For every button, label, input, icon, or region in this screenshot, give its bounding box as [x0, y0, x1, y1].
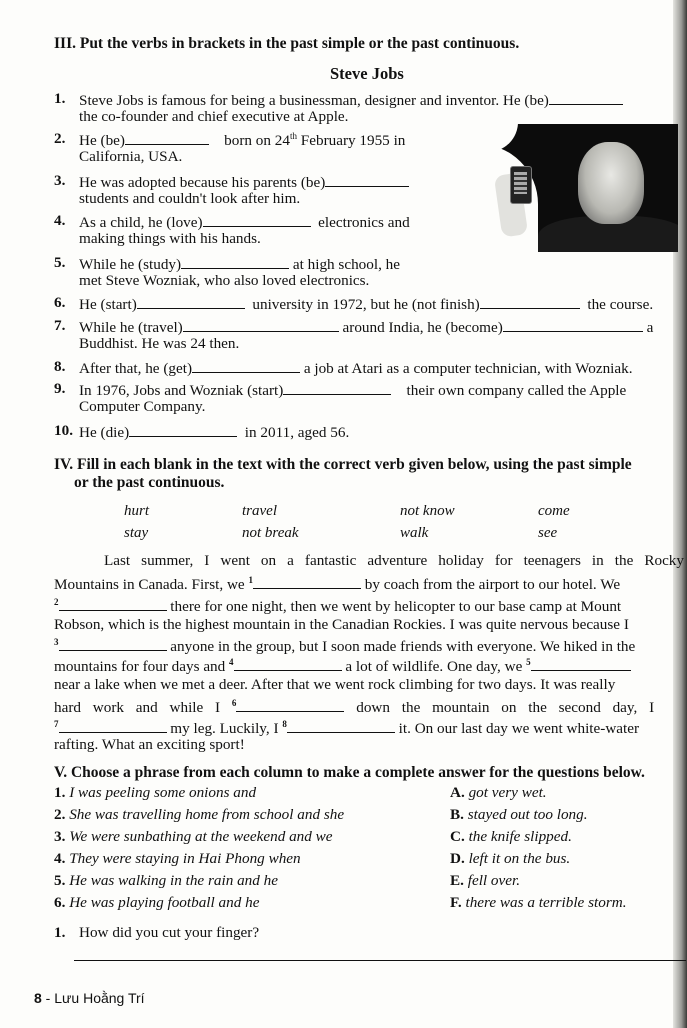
passage-text-part: it. On our last day we went white-water — [394, 720, 640, 737]
passage-text-part: by coach from the airport to our hotel. We — [360, 576, 621, 593]
page-footer — [34, 990, 145, 1006]
item-text-part: While he (study) — [79, 256, 182, 273]
item-text-part: in 2011, aged 56. — [244, 424, 350, 441]
item-letter: C. — [450, 828, 465, 845]
item-number: 3. — [54, 828, 66, 845]
photo-figure-head — [578, 142, 644, 224]
word-bank-item: see — [538, 525, 558, 541]
item-number: 1. — [54, 784, 66, 801]
answer-blank[interactable] — [192, 358, 300, 373]
word-bank-item: not break — [242, 525, 299, 541]
answer-blank[interactable] — [125, 130, 209, 145]
item-number: 2. — [54, 806, 66, 823]
word-bank-item: hurt — [124, 503, 150, 519]
superscript: th — [289, 131, 297, 141]
passage-text-part: anyone in the group, but I soon made friends with everyone. We hiked in the — [166, 638, 636, 655]
passage-text-part: down the mountain on the second day, I — [344, 699, 655, 716]
column-a-item — [54, 850, 301, 868]
answer-blank[interactable] — [137, 294, 245, 309]
answer-blank-6[interactable] — [236, 697, 344, 712]
word-bank-item: not know — [400, 503, 455, 519]
question-text: How did you cut your finger? — [79, 924, 260, 941]
blank-number: 1 — [248, 575, 253, 585]
item-number: 5. — [54, 254, 66, 271]
answer-blank[interactable] — [181, 254, 289, 269]
item-letter: E. — [450, 872, 464, 889]
item-number: 9. — [54, 380, 66, 397]
item-text — [79, 380, 626, 400]
blank-number: 3 — [54, 637, 59, 647]
answer-blank-7[interactable] — [59, 718, 167, 733]
passage-text-part: Last summer, I went on a fantastic adventure holiday for teenagers in the Rocky — [104, 552, 684, 569]
item-text-part: university in 1972, but he (not finish) — [252, 296, 480, 313]
passage-line — [54, 552, 684, 570]
item-number: 1. — [54, 90, 66, 107]
item-text — [79, 294, 653, 314]
item-text-part: their own company called the Apple — [406, 382, 627, 399]
passage-line — [54, 616, 684, 634]
answer-blank-3[interactable] — [59, 636, 167, 651]
passage-text-part: Robson, which is the highest mountain in the Canadian Rockies. I was quite nervous because I — [54, 616, 629, 633]
photo-background-shape — [458, 124, 518, 152]
phrase-text: there was a terrible storm. — [465, 894, 627, 911]
passage-line — [54, 676, 684, 694]
blank-number: 8 — [282, 719, 287, 729]
item-number: 4. — [54, 850, 66, 867]
item-text-part: He (die) — [79, 424, 130, 441]
blank-number: 6 — [231, 698, 237, 708]
column-a-item — [54, 806, 344, 824]
answer-blank[interactable] — [325, 172, 409, 187]
item-text — [79, 254, 400, 274]
item-text-line: Buddhist. He was 24 then. — [79, 335, 240, 352]
passage-text-part: a lot of wildlife. One day, we — [341, 658, 527, 675]
item-text-part: a job at Atari as a computer technician, with Wozniak. — [303, 360, 633, 377]
column-b-item — [450, 894, 627, 912]
passage-title: Steve Jobs — [330, 64, 404, 83]
item-text-part: As a child, he (love) — [79, 214, 203, 231]
column-b-item — [450, 806, 588, 824]
passage-text-part: near a lake when we met a deer. After that we went rock climbing for two days. It was really — [54, 676, 616, 693]
column-b-item — [450, 828, 572, 846]
question-number: 1. — [54, 924, 66, 941]
passage-text-part: there for one night, then we went by helicopter to our base camp at Mount — [166, 598, 622, 615]
item-text-part: born on 24 — [224, 132, 290, 149]
item-number: 5. — [54, 872, 66, 889]
item-text-part: electronics and — [318, 214, 410, 231]
item-text-line: Computer Company. — [79, 398, 206, 415]
answer-blank-8[interactable] — [287, 718, 395, 733]
phrase-text: She was travelling home from school and she — [69, 806, 345, 823]
passage-text-part: hard work and while I — [54, 699, 232, 716]
phrase-text: He was walking in the rain and he — [69, 872, 279, 889]
passage-line — [54, 736, 684, 754]
phrase-text: left it on the bus. — [468, 850, 571, 867]
answer-blank[interactable] — [283, 380, 391, 395]
section-4-heading-line-1: IV. Fill in each blank in the text with the correct verb given below, using the past simple — [54, 456, 632, 473]
answer-blank[interactable] — [549, 90, 623, 105]
item-letter: B. — [450, 806, 464, 823]
column-a-item — [54, 784, 256, 802]
steve-jobs-photo — [458, 124, 678, 252]
answer-blank[interactable] — [503, 317, 643, 332]
answer-blank-4[interactable] — [234, 656, 342, 671]
passage-line — [54, 718, 684, 738]
phrase-text: got very wet. — [468, 784, 547, 801]
item-text — [79, 130, 405, 150]
item-text-part: He was adopted because his parents (be) — [79, 174, 326, 191]
passage-line — [54, 636, 684, 656]
item-letter: F. — [450, 894, 462, 911]
item-text-line: the co-founder and chief executive at Apple. — [79, 108, 349, 125]
section-4-heading-line-2: or the past continuous. — [74, 474, 225, 491]
item-text-part: He (start) — [79, 296, 137, 313]
section-3-heading: III. Put the verbs in brackets in the past simple or the past continuous. — [54, 35, 520, 52]
item-text-line: met Steve Wozniak, who also loved electronics. — [79, 272, 370, 289]
item-text-part: In 1976, Jobs and Wozniak (start) — [79, 382, 284, 399]
item-text-line: students and couldn't look after him. — [79, 190, 301, 207]
item-number: 8. — [54, 358, 66, 375]
item-number: 7. — [54, 317, 66, 334]
item-text-part: at high school, he — [292, 256, 401, 273]
item-text-part: around India, he (become) — [342, 319, 503, 336]
column-a-item — [54, 894, 259, 912]
answer-line-1[interactable] — [74, 960, 686, 961]
item-number: 2. — [54, 130, 66, 147]
phone-icon — [510, 166, 532, 204]
item-text-line: California, USA. — [79, 148, 183, 165]
answer-blank[interactable] — [183, 317, 339, 332]
answer-blank-2[interactable] — [59, 596, 167, 611]
column-b-item — [450, 784, 547, 802]
item-number: 6. — [54, 894, 66, 911]
item-number: 3. — [54, 172, 66, 189]
item-text — [79, 422, 349, 442]
author-name: Lưu Hoằng Trí — [54, 990, 145, 1006]
item-text-part: a — [646, 319, 654, 336]
column-b-item — [450, 872, 520, 890]
phrase-text: the knife slipped. — [468, 828, 572, 845]
item-text-part: After that, he (get) — [79, 360, 193, 377]
word-bank-item: walk — [400, 525, 429, 541]
item-number: 10. — [54, 422, 73, 439]
phrase-text: They were staying in Hai Phong when — [69, 850, 301, 867]
blank-number: 2 — [54, 597, 59, 607]
item-text — [79, 358, 633, 378]
phrase-text: fell over. — [467, 872, 521, 889]
footer-separator: - — [41, 990, 55, 1006]
column-b-item — [450, 850, 570, 868]
page-number: 8 — [34, 990, 42, 1006]
item-letter: A. — [450, 784, 465, 801]
blank-number: 5 — [526, 657, 531, 667]
column-a-item — [54, 828, 333, 846]
passage-line — [54, 596, 684, 616]
blank-number: 7 — [54, 719, 59, 729]
word-bank-item: come — [538, 503, 570, 519]
column-a-item — [54, 872, 278, 890]
phrase-text: He was playing football and he — [69, 894, 260, 911]
passage-line — [54, 697, 684, 717]
item-text — [79, 172, 409, 192]
passage-text-part: my leg. Luckily, I — [166, 720, 283, 737]
item-text-part: the course. — [587, 296, 654, 313]
item-letter: D. — [450, 850, 465, 867]
item-text-part: He (be) — [79, 132, 125, 149]
phrase-text: I was peeling some onions and — [69, 784, 257, 801]
answer-blank-5[interactable] — [531, 656, 631, 671]
passage-text-part: mountains for four days and — [54, 658, 230, 675]
item-number: 4. — [54, 212, 66, 229]
blank-number: 4 — [229, 657, 234, 667]
item-number: 6. — [54, 294, 66, 311]
phrase-text: stayed out too long. — [467, 806, 588, 823]
word-bank-item: travel — [242, 503, 277, 519]
answer-blank-1[interactable] — [253, 574, 361, 589]
answer-blank[interactable] — [129, 422, 237, 437]
item-text — [79, 317, 653, 337]
item-text-part: While he (travel) — [79, 319, 183, 336]
item-text-line: Steve Jobs is famous for being a businessman, designer and inventor. He (be) — [79, 92, 549, 109]
word-bank-item: stay — [124, 525, 149, 541]
item-text-line: making things with his hands. — [79, 230, 261, 247]
passage-line — [54, 656, 684, 676]
item-text — [79, 212, 410, 232]
item-text-part: February 1955 in — [296, 132, 406, 149]
passage-text-part: rafting. What an exciting sport! — [54, 736, 245, 753]
answer-blank[interactable] — [203, 212, 311, 227]
passage-line — [54, 574, 684, 594]
section-5-heading: V. Choose a phrase from each column to make a complete answer for the questions below. — [54, 764, 645, 781]
item-text — [79, 90, 623, 110]
passage-text-part: Mountains in Canada. First, we — [54, 576, 249, 593]
phrase-text: We were sunbathing at the weekend and we — [69, 828, 333, 845]
answer-blank[interactable] — [480, 294, 580, 309]
